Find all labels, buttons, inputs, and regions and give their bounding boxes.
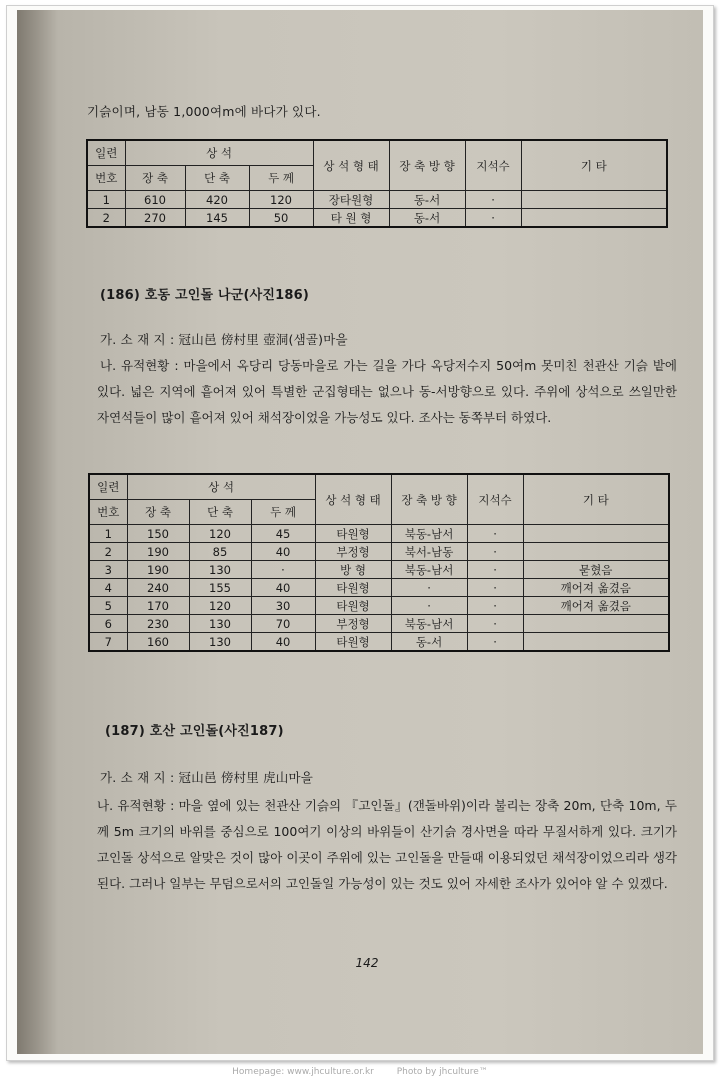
cell-support: ·	[467, 597, 523, 615]
cell-remarks	[521, 191, 667, 209]
table-row	[87, 209, 667, 228]
cell-remarks	[523, 543, 669, 561]
cell-width: 145	[185, 209, 249, 228]
cell-thickness: 120	[249, 191, 313, 209]
cell-direction: ·	[391, 597, 467, 615]
cell-length: 610	[125, 191, 185, 209]
cell-support: ·	[467, 615, 523, 633]
cell-serial: 2	[87, 209, 125, 228]
cell-direction: 북동-남서	[391, 615, 467, 633]
cell-thickness: 40	[251, 543, 315, 561]
header-remarks: 기 타	[521, 140, 667, 191]
cell-remarks	[521, 209, 667, 228]
header-thickness: 두 께	[249, 166, 313, 191]
cell-serial: 2	[89, 543, 127, 561]
cell-shape: 타원형	[315, 579, 391, 597]
table-row	[89, 633, 669, 652]
header-serial-2: 번호	[89, 500, 127, 525]
cell-length: 190	[127, 561, 189, 579]
cell-direction: 북동-남서	[391, 525, 467, 543]
cell-remarks	[523, 615, 669, 633]
cell-serial: 7	[89, 633, 127, 652]
header-serial-1: 일련	[89, 474, 127, 500]
cell-direction: 북서-남동	[391, 543, 467, 561]
cell-width: 130	[189, 633, 251, 652]
cell-support: ·	[465, 191, 521, 209]
cell-width: 85	[189, 543, 251, 561]
header-length: 장 축	[127, 500, 189, 525]
cell-width: 155	[189, 579, 251, 597]
section-187-title: (187) 호산 고인돌(사진187)	[105, 724, 284, 739]
cell-shape: 장타원형	[313, 191, 389, 209]
scan-frame	[6, 5, 714, 1061]
cell-direction: 동-서	[389, 209, 465, 228]
cell-shape: 타원형	[315, 597, 391, 615]
cell-support: ·	[467, 525, 523, 543]
header-remarks: 기 타	[523, 474, 669, 525]
header-direction: 장 축 방 향	[389, 140, 465, 191]
header-stone: 상 석	[127, 474, 315, 500]
cell-support: ·	[467, 579, 523, 597]
cell-shape: 타원형	[315, 525, 391, 543]
cell-thickness: 45	[251, 525, 315, 543]
cell-width: 130	[189, 561, 251, 579]
cell-shape: 타 원 형	[313, 209, 389, 228]
footer-credits	[0, 1067, 720, 1077]
header-shape: 상 석 형 태	[313, 140, 389, 191]
cell-length: 190	[127, 543, 189, 561]
cell-length: 230	[127, 615, 189, 633]
header-support-stones: 지석수	[467, 474, 523, 525]
header-serial-2: 번호	[87, 166, 125, 191]
section-186-location: 가. 소 재 지 : 冠山邑 傍村里 壺洞(샘골)마을	[100, 332, 348, 347]
cell-remarks: 깨어져 옮겼음	[523, 597, 669, 615]
section-186-title: (186) 호동 고인돌 나군(사진186)	[100, 288, 310, 303]
cell-thickness: 40	[251, 579, 315, 597]
table-row	[89, 597, 669, 615]
section-186-status: 나. 유적현황 : 마을에서 옥당리 당동마을로 가는 길을 가다 옥당저수지 50여m 못미친 천관산 기슭 밭에 있다. 넓은 지역에 흩어져 있어 특별한 군집형태는 없으나 동-서방향으로 있다. 주위에 상석으로 쓰일만한 자연석들이 많이 흩어져 있어 채석장이었을 가능성도 있다. 조사는 동쪽부터 하였다.	[97, 358, 677, 425]
cell-shape: 부정형	[315, 543, 391, 561]
header-serial-1: 일련	[87, 140, 125, 166]
header-support-stones: 지석수	[465, 140, 521, 191]
cell-remarks	[523, 525, 669, 543]
cell-thickness: 70	[251, 615, 315, 633]
header-stone: 상 석	[125, 140, 313, 166]
cell-remarks: 묻혔음	[523, 561, 669, 579]
cell-width: 120	[189, 525, 251, 543]
cell-length: 150	[127, 525, 189, 543]
cell-support: ·	[467, 543, 523, 561]
cell-serial: 5	[89, 597, 127, 615]
table-row	[89, 543, 669, 561]
cell-direction: 북동-남서	[391, 561, 467, 579]
cell-direction: ·	[391, 579, 467, 597]
table-row	[89, 615, 669, 633]
section-187-status: 나. 유적현황 : 마을 옆에 있는 천관산 기슭의 『고인돌』(갠돌바위)이라 불리는 장축 20m, 단축 10m, 두께 5m 크기의 바위를 중심으로 100여기 이상의 바위들이 산기슭 경사면을 따라 무질서하게 있다. 크기가 고인돌 상석으로 알맞은 것이 많아 이곳이 주위에 있는 고인돌을 만들때 이용되었던 채석장이었으리라 생각된다. 그러나 일부는 무덤으로서의 고인돌일 가능성이 있는 것도 있어 자세한 조사가 있어야 알 수 있겠다.	[97, 798, 677, 891]
header-thickness: 두 께	[251, 500, 315, 525]
cell-serial: 1	[87, 191, 125, 209]
table-row	[87, 191, 667, 209]
dolmen-table-1	[86, 139, 668, 228]
cell-width: 130	[189, 615, 251, 633]
table-row	[89, 579, 669, 597]
cell-length: 170	[127, 597, 189, 615]
header-width: 단 축	[189, 500, 251, 525]
footer-homepage: Homepage: www.jhculture.or.kr	[232, 1067, 374, 1077]
cell-support: ·	[467, 561, 523, 579]
page-number: 142	[355, 956, 379, 970]
header-width: 단 축	[185, 166, 249, 191]
cell-support: ·	[465, 209, 521, 228]
cell-thickness: 30	[251, 597, 315, 615]
header-direction: 장 축 방 향	[391, 474, 467, 525]
cell-serial: 6	[89, 615, 127, 633]
cell-shape: 타원형	[315, 633, 391, 652]
cell-serial: 4	[89, 579, 127, 597]
cell-thickness: ·	[251, 561, 315, 579]
cell-width: 420	[185, 191, 249, 209]
cell-shape: 부정형	[315, 615, 391, 633]
cell-length: 240	[127, 579, 189, 597]
cell-support: ·	[467, 633, 523, 652]
dolmen-table-2	[88, 473, 670, 652]
cell-shape: 방 형	[315, 561, 391, 579]
header-shape: 상 석 형 태	[315, 474, 391, 525]
footer-photo-credit: Photo by jhculture™	[396, 1067, 488, 1077]
table-row	[89, 561, 669, 579]
cell-direction: 동-서	[391, 633, 467, 652]
cell-length: 160	[127, 633, 189, 652]
section-187-location: 가. 소 재 지 : 冠山邑 傍村里 虎山마을	[100, 770, 314, 785]
intro-text: 기슭이며, 남동 1,000여m에 바다가 있다.	[87, 104, 321, 119]
cell-remarks	[523, 633, 669, 652]
cell-remarks: 깨어져 옮겼음	[523, 579, 669, 597]
cell-thickness: 40	[251, 633, 315, 652]
cell-direction: 동-서	[389, 191, 465, 209]
cell-serial: 3	[89, 561, 127, 579]
table-row	[89, 525, 669, 543]
cell-serial: 1	[89, 525, 127, 543]
cell-thickness: 50	[249, 209, 313, 228]
header-length: 장 축	[125, 166, 185, 191]
cell-width: 120	[189, 597, 251, 615]
book-page	[17, 10, 703, 1054]
cell-length: 270	[125, 209, 185, 228]
